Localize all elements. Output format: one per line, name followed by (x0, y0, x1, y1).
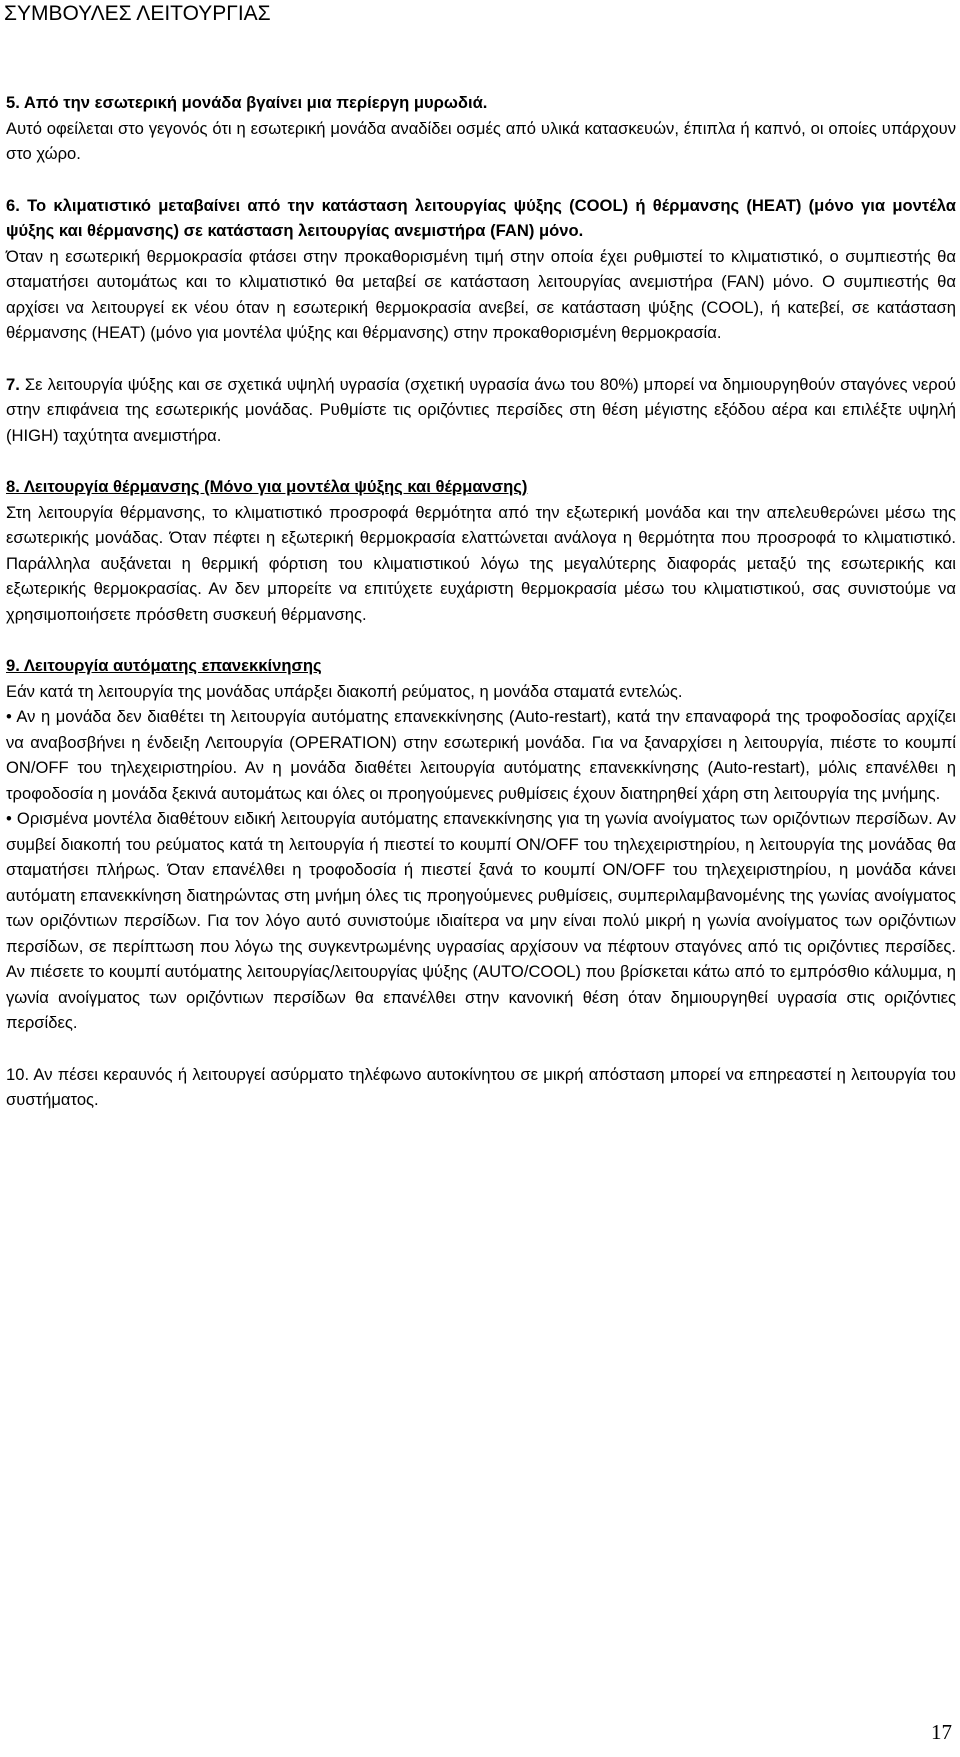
document-body (6, 90, 956, 1139)
section-7-paragraph (6, 372, 956, 449)
section-9-intro: Εάν κατά τη λειτουργία της μονάδας υπάρξει διακοπή ρεύματος, η μονάδα σταματά εντελώς. (6, 681, 683, 701)
section-7-body: Σε λειτουργία ψύξης και σε σχετικά υψηλή υγρασία (σχετική υγρασία άνω του 80%) μπορεί να δημιουργηθούν σταγόνες νερού στην επιφάνεια της εσωτερικής μονάδας. Ρυθμίστε τις οριζόντιες περσίδες στη θέση μέγιστης εξόδου αέρα και επιλέξτε υψηλή (HIGH) ταχύτητα ανεμιστήρα. (6, 374, 956, 445)
section-10-body: 10. Αν πέσει κεραυνός ή λειτουργεί ασύρματο τηλέφωνο αυτοκίνητου σε μικρή απόσταση μπορεί να επηρεαστεί η λειτουργία του συστήματος. (6, 1064, 956, 1109)
section-8 (6, 474, 956, 627)
section-8-body: Στη λειτουργία θέρμανσης, το κλιματιστικό προσροφά θερμότητα από την εξωτερική μονάδα και την απελευθερώνει μέσω της εσωτερικής μονάδας. Όταν πέφτει η εξωτερική θερμοκρασία ελαττώνεται ανάλογα η θερμότητα που προσροφά το κλιματιστικό. Παράλληλα αυξάνεται η θερμική φόρτιση του κλιματιστικού λόγω της μεγαλύτερης διαφοράς μεταξύ της εσωτερικής και εξωτερικής θερμοκρασίας. Αν δεν μπορείτε να επιτύχετε ευχάριστη θερμοκρασία μέσω του κλιματιστικού, σας συνιστούμε να χρησιμοποιήσετε πρόσθετη συσκευή θέρμανσης. (6, 502, 956, 624)
section-5 (6, 90, 956, 167)
section-9-bullet-auto-restart: • Αν η μονάδα δεν διαθέτει τη λειτουργία αυτόματης επανεκκίνησης (Auto-restart), κατά την επαναφορά της τροφοδοσίας αρχίζει να αναβοσβήνει η ένδειξη Λειτουργία (OPERATION) στην εσωτερική μονάδα. Για να ξαναρχίσει η λειτουργία, πιέστε το κουμπί ON/OFF του τηλεχειριστηρίου. Αν η μονάδα διαθέτει λειτουργία αυτόματης επανεκκίνησης (Auto-restart), μόλις επανέλθει η τροφοδοσία η μονάδα ξεκινά αυτομάτως και όλες οι προηγούμενες ρυθμίσεις έχουν διατηρηθεί χάρη στη λειτουργία της μνήμης. (6, 707, 956, 803)
section-5-body: Αυτό οφείλεται στο γεγονός ότι η εσωτερική μονάδα αναδίδει οσμές από υλικά κατασκευών, έπιπλα ή καπνό, οι οποίες υπάρχουν στο χώρο. (6, 118, 956, 163)
section-6-heading: 6. Το κλιματιστικό μεταβαίνει από την κατάσταση λειτουργίας ψύξης (COOL) ή θέρμανσης (HEAT) (μόνο για μοντέλα ψύξης και θέρμανσης) σε κατάσταση λειτουργίας ανεμιστήρα (FAN) μόνο. (6, 195, 956, 240)
section-9 (6, 653, 956, 1036)
section-10 (6, 1062, 956, 1113)
section-7 (6, 372, 956, 449)
section-6 (6, 193, 956, 346)
section-7-number: 7. (6, 374, 20, 394)
section-5-heading: 5. Από την εσωτερική μονάδα βγαίνει μια περίεργη μυρωδιά. (6, 93, 488, 112)
page-header-title: ΣΥΜΒΟΥΛΕΣ ΛΕΙΤΟΥΡΓΙΑΣ (4, 2, 271, 25)
section-9-bullet-louver-angle: • Ορισμένα μοντέλα διαθέτουν ειδική λειτουργία αυτόματης επανεκκίνησης για τη γωνία ανοίγματος των οριζόντιων περσίδων. Αν συμβεί διακοπή του ρεύματος κατά τη λειτουργία ή πιεστεί το κουμπί ON/OFF του τηλεχειριστηρίου, η λειτουργία της μονάδας θα σταματήσει πλήρως. Όταν επανέλθει η τροφοδοσία ή πιεστεί ξανά το κουμπί ON/OFF του τηλεχειριστηρίου, η μονάδα κάνει αυτόματη επανεκκίνηση διατηρώντας στη μνήμη όλες τις προηγούμενες ρυθμίσεις, συμπεριλαμβανομένης της γωνίας ανοίγματος των οριζόντιων περσίδων. Για τον λόγο αυτό συνιστούμε ιδιαίτερα να μην είναι πολύ μικρή η γωνία ανοίγματος των οριζόντιων περσίδων, σε περίπτωση που λόγω της συγκεντρωμένης υγρασίας αρχίσουν να πέφτουν σταγόνες από τις οριζόντιες περσίδες. Αν πιέσετε το κουμπί αυτόματης λειτουργίας/λειτουργίας ψύξης (AUTO/COOL) που βρίσκεται κάτω από το εμπρόσθιο κάλυμμα, η γωνία ανοίγματος των οριζόντιων περσίδων θα επανέλθει στην κανονική θέση όταν δημιουργηθεί υγρασία στις οριζόντιες περσίδες. (6, 809, 956, 1032)
section-9-heading: 9. Λειτουργία αυτόματης επανεκκίνησης (6, 656, 322, 675)
section-8-heading: 8. Λειτουργία θέρμανσης (Μόνο για μοντέλα ψύξης και θέρμανσης) (6, 477, 528, 496)
page-number: 17 (931, 1720, 952, 1744)
section-6-body: Όταν η εσωτερική θερμοκρασία φτάσει στην προκαθορισμένη τιμή στην οποία έχει ρυθμιστεί το κλιματιστικό, ο συμπιεστής θα σταματήσει αυτομάτως και το κλιματιστικό θα μεταβεί σε κατάσταση λειτουργίας ανεμιστήρα (FAN) μόνο. Ο συμπιεστής θα αρχίσει να λειτουργεί εκ νέου όταν η εσωτερική θερμοκρασία ανεβεί, σε κατάσταση ψύξης (COOL), ή κατεβεί, σε κατάσταση θέρμανσης (HEAT) (μόνο για μοντέλα ψύξης και θέρμανσης) στην προκαθορισμένη θερμοκρασία. (6, 246, 956, 342)
